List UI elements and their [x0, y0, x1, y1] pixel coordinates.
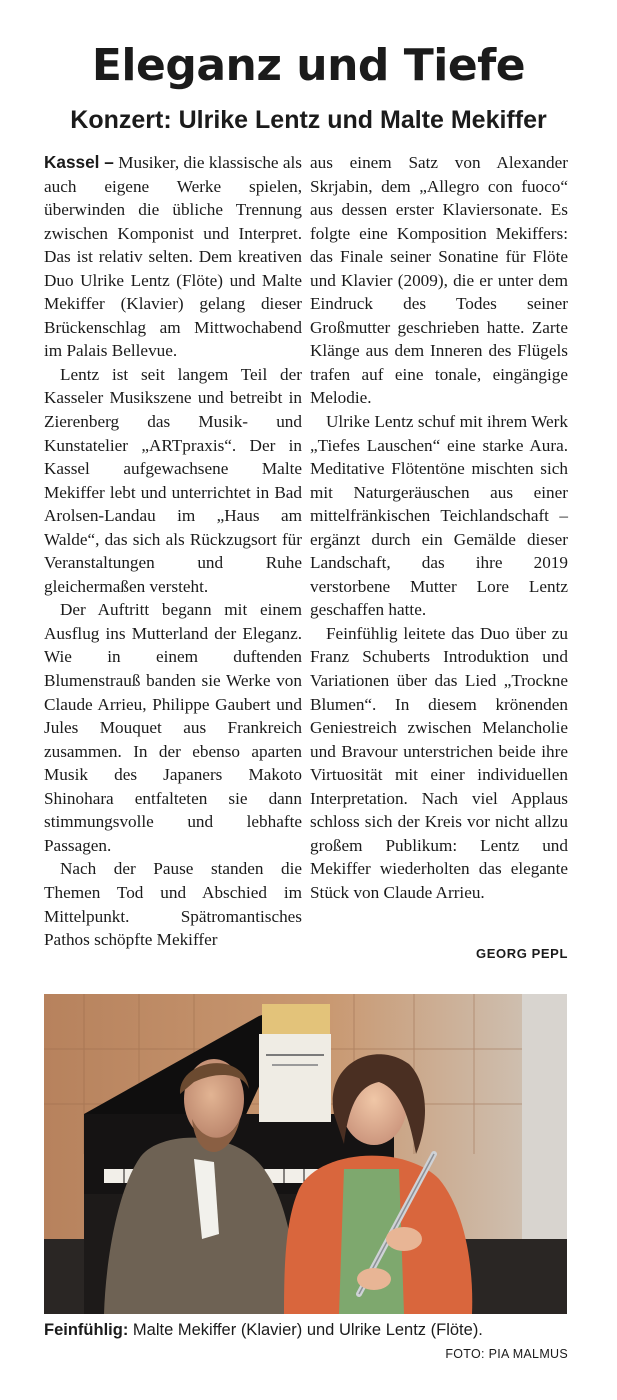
article-paragraph: Nach der Pause standen die Themen Tod und Abschied im Mittelpunkt. Spätromantisches Pathos schöpfte Mekiffer — [44, 859, 302, 950]
photo-credit: FOTO: PIA MALMUS — [445, 1347, 568, 1361]
article-paragraph: Feinfühlig leitete das Duo über zu Franz Schuberts Introduktion und Variationen über das Lied „Trockne Blumen“. In diesem krönenden Geniestreich zwischen Melancholie und Bravour unterstrichen beide ihre Virtuosität mit einer individuellen Interpretation. Nach viel Applaus schloss sich der Kreis vor nicht allzu großem Publikum: Lentz und Mekiffer wiederholten das elegante Stück von Claude Arrieu. — [310, 623, 568, 902]
article-paragraph-continued: aus einem Satz von Alexander Skrjabin, dem „Allegro con fuoco“ aus dessen erster Klaviersonate. Es folgte eine Komposition Mekiffers: das Finale seiner Sonatine für Flöte und Klavier (2009), die er unter dem Eindruck des Todes seiner Großmutter geschrieben hatte. Zarte Klänge aus dem Inneren des Flügels trafen auf eine tonale, eingängige Melodie. — [310, 153, 568, 408]
headline: Eleganz und Tiefe — [91, 40, 526, 91]
article-column-right — [310, 151, 568, 905]
photo-caption — [44, 1319, 574, 1341]
dateline: Kassel – — [44, 152, 114, 172]
author-byline: GEORG PEPL — [476, 946, 568, 961]
article-paragraph: Ulrike Lentz schuf mit ihrem Werk „Tiefes Lauschen“ eine starke Aura. Meditative Flötentöne mischten sich mit Naturgeräuschen aus einer mittelfränkischen Teichlandschaft – ergänzt durch ein Gemälde dieser Landschaft, das ihre 2019 verstorbene Mutter Lore Lentz geschaffen hatte. — [310, 412, 568, 620]
subheadline: Konzert: Ulrike Lentz und Malte Mekiffer — [70, 106, 547, 134]
caption-text: Malte Mekiffer (Klavier) und Ulrike Lentz (Flöte). — [132, 1321, 483, 1339]
article-paragraph: Lentz ist seit langem Teil der Kasseler Musikszene und betreibt in Zierenberg das Musik- und Kunstatelier „ARTpraxis“. Der in Kassel aufgewachsene Malte Mekiffer lebt und unterrichtet in Bad Arolsen-Landau im „Haus am Walde“, das sich als Rückzugsort für Veranstaltungen und Ruhe gleichermaßen versteht. — [44, 364, 302, 596]
article-photo — [44, 994, 567, 1314]
lead-paragraph — [44, 151, 302, 363]
article-column-left — [44, 151, 302, 952]
article-paragraph: Der Auftritt begann mit einem Ausflug ins Mutterland der Eleganz. Wie in einem duftenden Blumenstrauß banden sie Werke von Claude Arrieu, Philippe Gaubert und Jules Mouquet aus Frankreich zusammen. In der ebenso aparten Musik des Japaners Makoto Shinohara entfalteten sie dann stimmungsvolle und lebhafte Passagen. — [44, 600, 302, 855]
caption-label: Feinfühlig: — [44, 1321, 129, 1339]
lead-text: Musiker, die klassische als auch eigene Werke spielen, überwinden die übliche Trennung zwischen Komponist und Interpret. Das ist relativ selten. Dem kreativen Duo Ulrike Lentz (Flöte) und Malte Mekiffer (Klavier) gelang dieser Brückenschlag am Mittwochabend im Palais Bellevue. — [44, 153, 302, 361]
